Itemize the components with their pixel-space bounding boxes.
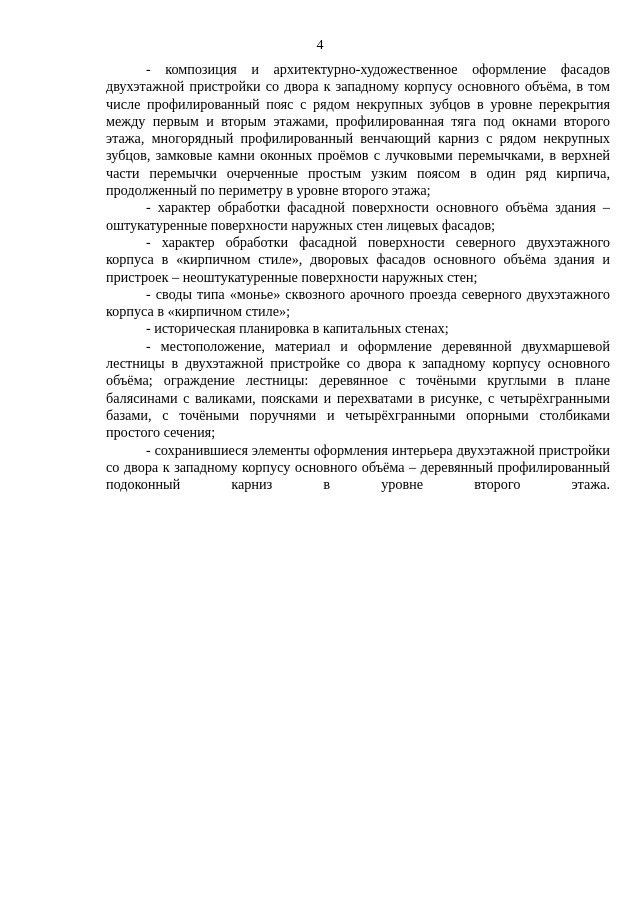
paragraph-monier-vaults: - своды типа «монье» сквозного арочного проезда северного двухэтажного корпуса в «кирпичном стиле»;	[106, 286, 610, 321]
paragraph-main-volume-facade-surface: - характер обработки фасадной поверхности основного объёма здания – оштукатуренные поверхности наружных стен лицевых фасадов;	[106, 200, 610, 234]
paragraph-north-building-facade-surface: - характер обработки фасадной поверхности северного двухэтажного корпуса в «кирпичном стиле», дворовых фасадов основного объёма здания и пристроек – неоштукатуренные поверхности наружных стен;	[106, 234, 610, 286]
paragraph-historical-layout: - историческая планировка в капитальных стенах;	[146, 321, 449, 338]
paragraph-facade-composition: - композиция и архитектурно-художественное оформление фасадов двухэтажной пристройки со двора к западному корпусу основного объёма, в том числе профилированный пояс с рядом некрупных зубцов в уровне перекрытия между первым и вторым этажами, профилированная тяга под окнами второго этажа, многорядный профилированный венчающий карниз с рядом некрупных зубцов, замковые камни оконных проёмов с лучковыми перемычками, в верхней части перемычки очерченные простым узким поясом в один ряд кирпича, продолженный по периметру в уровне второго этажа;	[106, 62, 610, 200]
page-number: 4	[316, 38, 324, 53]
paragraph-wooden-staircase: - местоположение, материал и оформление деревянной двухмаршевой лестницы в двухэтажной пристройке со двора к западному корпусу основного объёма; ограждение лестницы: деревянное с точёными круглыми в плане балясинами с валиками, поясками и перехватами в рисунке, с четырёхгранными базами, с точёными поручнями и четырёхгранными опорными столбиками простого сечения;	[106, 338, 610, 442]
document-body	[106, 62, 610, 494]
paragraph-interior-elements: - сохранившиеся элементы оформления интерьера двухэтажной пристройки со двора к западному корпусу основного объёма – деревянный профилированный подоконный карниз в уровне второго этажа.	[106, 442, 610, 494]
